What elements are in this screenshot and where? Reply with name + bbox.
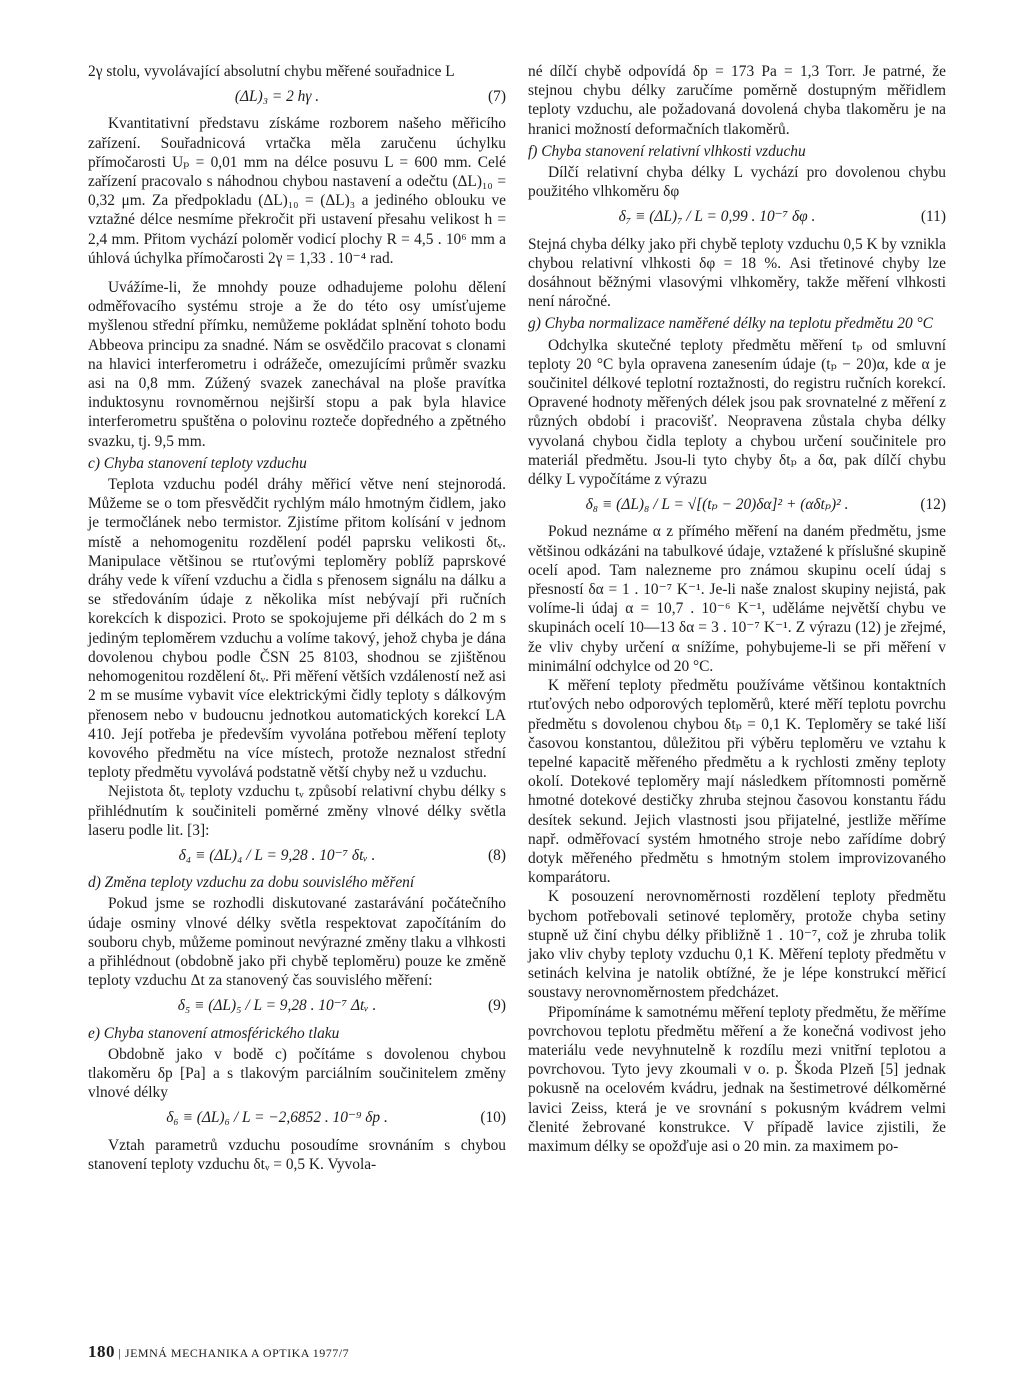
equation-number: (10) bbox=[480, 1109, 506, 1127]
equation-number: (9) bbox=[488, 997, 506, 1015]
paragraph: K měření teploty předmětu používáme většinou kontaktních rtuťových nebo odporových teploměrů, které měří teplotu povrchu předmětu s dovolenou chybou δtₚ = 0,1 K. Teploměry se také liší časovou konstantou, důležitou při výběru teploměru ve vztahu k tepelné kapacitě měřeného předmětu a k rychlosti změny teploty okolí. Dotekové teploměry mají následkem přítomnosti poměrně hmotné dotekové destičky zhruba stejnou časovou konstantu řádu desítek sekund. Jejich vlastnosti jsou přijatelné, jestliže měříme např. odměřovací systém hmotného stroje nebo zařídíme dobrý dotyk měřeného předmětu s hmotným stolem improvizovaného komparátoru. bbox=[528, 677, 946, 887]
equation-expression: (ΔL)₃ = 2 hγ . bbox=[234, 88, 320, 106]
paragraph: 2γ stolu, vyvolávající absolutní chybu měřené souřadnice L bbox=[88, 63, 455, 80]
paragraph: Nejistota δtᵥ teploty vzduchu tᵥ způsobí relativní chybu délky s přihlédnutím k součiniteli poměrné změny vlnové délky světla laseru podle lit. [3]: bbox=[88, 783, 506, 839]
section-heading-g: g) Chyba normalizace naměřené délky na teplotu předmětu 20 °C bbox=[528, 315, 933, 333]
paragraph: Dílčí relativní chyba délky L vychází pro dovolenou chybu použitého vlhkoměru δφ bbox=[528, 164, 946, 201]
paragraph: né dílčí chybě odpovídá δp = 173 Pa = 1,3 Torr. Je patrné, že stejnou chybu délky zaručíme poměrně dostupným měřidlem teploty vzduchu, ale požadovaná dovolená chyba tlakoměru je na hranici možností deformačních tlakoměrů. bbox=[528, 63, 946, 138]
right-column bbox=[528, 62, 946, 1156]
paragraph: Pokud jsme se rozhodli diskutované zastarávání počátečního údaje osminy vlnové délky světla respektovat započítáním do souboru chyb, můžeme pominout nevýrazné změny tlaku a vlhkosti a přihlédnout (obdobně jako při chybě teploměru) pouze ke změně teploty vzduchu Δt za stanovený čas souvislého měření: bbox=[88, 895, 506, 990]
section-heading-e: e) Chyba stanovení atmosférického tlaku bbox=[88, 1024, 340, 1042]
paragraph: Vztah parametrů vzduchu posoudíme srovnáním s chybou stanovení teploty vzduchu δtᵥ = 0,5 K. Vyvola- bbox=[88, 1136, 506, 1173]
paragraph: Stejná chyba délky jako při chybě teploty vzduchu 0,5 K by vznikla chybou relativní vlhkosti δφ = 18 %. Asi třetinové chyby lze dosáhnout běžnými vlasovými vlhkoměry, takže měření vlhkosti není náročné. bbox=[528, 235, 947, 311]
section-heading-c: c) Chyba stanovení teploty vzduchu bbox=[88, 454, 307, 472]
section-heading-d: d) Změna teploty vzduchu za dobu souvislého měření bbox=[88, 874, 415, 892]
equation-7 bbox=[88, 87, 506, 106]
equation-8 bbox=[88, 846, 506, 865]
equation-number: (11) bbox=[920, 208, 946, 226]
paragraph: Kvantitativní představu získáme rozborem našeho měřicího zařízení. Souřadnicová vrtačka měla zaručenu úchylku přímočarosti Uₚ = 0,01 mm na délce posuvu L = 600 mm. Celé zařízení pracovalo s náhodnou chybou nastavení a odečtu (ΔL)₁₀ = 0,32 μm. Za předpokladu (ΔL)₁₀ = (ΔL)₃ a jediného oblouku ve vztažné délce nesmíme překročit při ustavení přesahu velikost h = 2,4 mm. Přitom vychází poloměr vodicí plochy R = 4,5 . 10⁶ mm a úhlová úchylka přímočarosti 2γ = 1,33 . 10⁻⁴ rad. bbox=[88, 115, 506, 267]
equation-number: (8) bbox=[488, 846, 506, 864]
paragraph: Uvážíme-li, že mnohdy pouze odhadujeme polohu dělení odměřovacího systému stroje a že do této osy umísťujeme myšlenou střední přímku, nemůžeme pokládat splnění tohoto bodu Abbeova principu za snadné. Nám se osvědčilo pracovat s clonami na hlavici interferometru i odrážeče, omezujícími průměr svazku asi na 0,8 mm. Zúžený svazek zanechával na ploše pravítka induktosynu rovnoměrnou nejširší stopu a pak byla hlavice interferometru spuštěna o polovinu rozteče dopředného a zpětného svazku, tj. 9,5 mm. bbox=[88, 279, 506, 450]
equation-10 bbox=[88, 1108, 506, 1127]
paragraph: Teplota vzduchu podél dráhy měřicí větve není stejnorodá. Můžeme se o tom přesvědčit rychlým málo hmotným čidlem, jako je termočlánek nebo termistor. Zjistíme přitom kolísání v jednom místě a nehomogenitu rozdělení podél paprsku velikosti δtᵥ. Manipulace většinou se rtuťovými teploměry poblíž paprskové dráhy vede k víření vzduchu a čidla s přenosem signálu na dálku a se středováním údaje z několika míst nebývají při ručních korekcích k dispozici. Proto se spokojujeme při délkách do 2 m s jediným teploměrem vzduchu a volíme takový, jehož chyba je dána dovolenou chybou podle ČSN 25 8103, shodnou se zjištěnou nehomogenitou rozdělení δtᵥ. Při měření větších vzdáleností než asi 2 m se musíme vybavit více elektrickými čidly teploty s dálkovým přenosem nebo v budoucnu jednotkou automatických korekcí LA 410. Její potřeba je především vyvolána potřebou měření teploty kovového předmětu na více místech, protože neznalost střední teploty předmětu vyvolává podstatně větší chyby než u vzduchu. bbox=[88, 476, 506, 782]
equation-9 bbox=[88, 996, 506, 1015]
equation-expression: δ₄ ≡ (ΔL)₄ / L = 9,28 . 10⁻⁷ δtᵥ . bbox=[178, 846, 376, 864]
equation-12 bbox=[528, 495, 946, 514]
paragraph: Odchylka skutečné teploty předmětu měření tₚ od smluvní teploty 20 °C byla opravena zanesením údaje (tₚ − 20)α, kde α je součinitel délkové teplotní roztažnosti, do registru ručních korekcí. Opravené hodnoty měřených délek jsou pak srovnatelné z měření z různých období i pracovišť. Neopravena zůstala chyba délky vyvolaná chybou čidla teploty a chybou určení součinitele pro materiál předmětu. Jsou-li tyto chyby δtₚ a δα, pak dílčí chybu délky L vypočítáme z výrazu bbox=[528, 336, 946, 489]
equation-expression: δ₆ ≡ (ΔL)₆ / L = −2,6852 . 10⁻⁹ δp . bbox=[166, 1109, 388, 1127]
equation-expression: δ₅ ≡ (ΔL)₅ / L = 9,28 . 10⁻⁷ Δtᵥ . bbox=[177, 997, 377, 1015]
equation-number: (7) bbox=[488, 88, 506, 106]
paragraph: Připomínáme k samotnému měření teploty předmětu, že měříme povrchovou teplotu předmětu měření a že konečná vodivost jeho materiálu vede nevyhnutelně k rozdílu mezi vnitřní teplotou a povrchovou. Tyto jevy zkoumali v o. p. Škoda Plzeň [5] jednak pokusně na ocelovém kvádru, jednak na šestimetrové délkoměrné lavici Zeiss, která je ve srovnání s pokusným kvádrem velmi členité žebrované konstrukce. V případě lavice zjistili, že maximum délky se opožďuje asi o 20 min. za maximem po- bbox=[528, 1003, 946, 1155]
page-number: 180 bbox=[88, 1342, 115, 1361]
equation-expression: δ₈ ≡ (ΔL)₈ / L = √[(tₚ − 20)δα]² + (αδtₚ)² . bbox=[585, 496, 849, 514]
footer-separator: | bbox=[118, 1346, 125, 1360]
equation-number: (12) bbox=[920, 496, 946, 514]
paragraph: Obdobně jako v bodě c) počítáme s dovolenou chybou tlakoměru δp [Pa] a s tlakovým parciálním součinitelem změny vlnové délky bbox=[88, 1045, 506, 1102]
paragraph: Pokud neznáme α z přímého měření na daném předmětu, jsme většinou odkázáni na tabulkové údaje, vztažené k příslušné skupině ocelí apod. Tam nalezneme pro známou skupinu ocelí údaj s přesností δα = 1 . 10⁻⁷ K⁻¹. Je-li naše znalost skupiny nejistá, pak volíme-li údaj α = 10,7 . 10⁻⁶ K⁻¹, uděláme největší chybu ve skupinách ocelí 10—13 δα = 3 . 10⁻⁷ K⁻¹. Z výrazu (12) je zřejmé, že vliv chyby určení α snížíme, pohybujeme-li se při měření v minimální odchylce od 20 °C. bbox=[528, 523, 946, 675]
equation-11 bbox=[528, 207, 946, 226]
left-column bbox=[88, 62, 506, 1174]
section-heading-f: f) Chyba stanovení relativní vlhkosti vzduchu bbox=[528, 142, 806, 160]
equation-expression: δ₇ ≡ (ΔL)₇ / L = 0,99 . 10⁻⁷ δφ . bbox=[618, 208, 816, 226]
journal-name: JEMNÁ MECHANIKA A OPTIKA 1977/7 bbox=[124, 1346, 350, 1360]
paragraph: K posouzení nerovnoměrnosti rozdělení teploty předmětu bychom potřebovali setinové teploměry, protože chyba setiny stupně už činí chybu délky přibližně 1 . 10⁻⁷, což je zhruba tolik jako vliv chyby teploty vzduchu 0,1 K. Měření teploty předmětu v setinách kelvina je natolik obtížné, že je lépe konstrukcí měřicí soustavy nerovnoměrnostem předcházet. bbox=[528, 888, 946, 1002]
page-footer bbox=[88, 1342, 349, 1362]
